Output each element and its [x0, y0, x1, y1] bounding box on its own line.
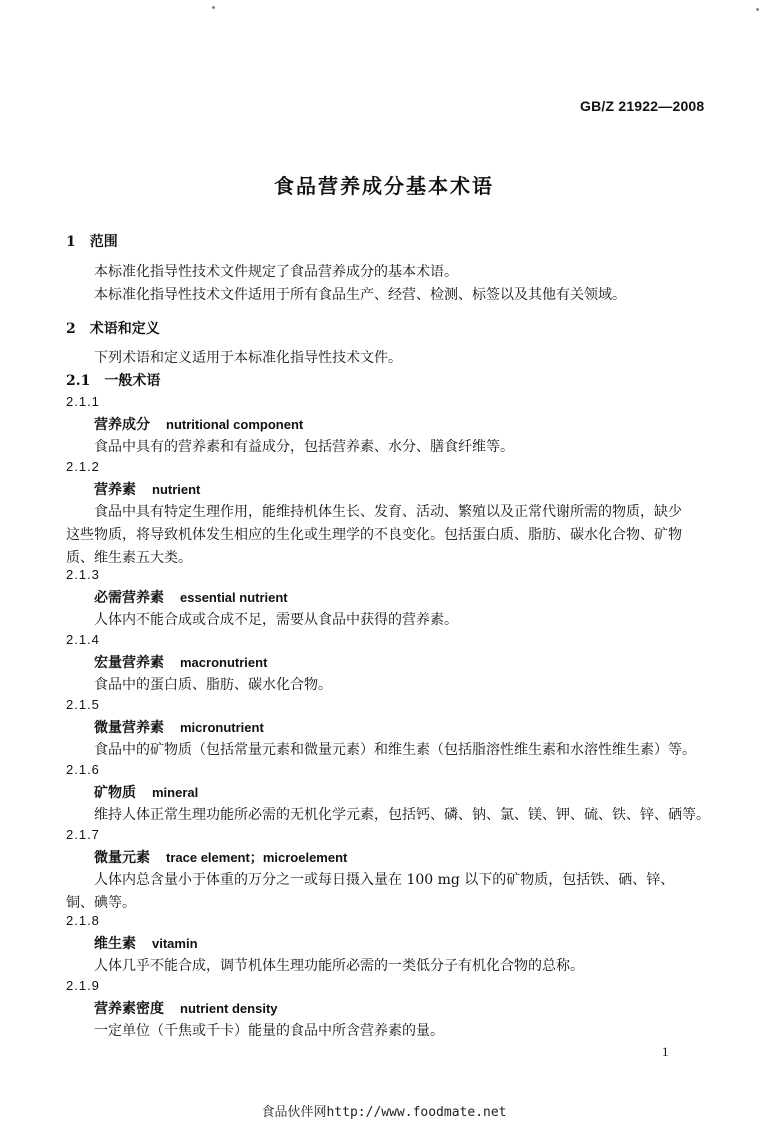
term-english: essential nutrient: [180, 590, 288, 605]
term-chinese: 营养素密度: [94, 1001, 164, 1017]
scope-paragraph-1: 本标准化指导性技术文件规定了食品营养成分的基本术语。: [94, 264, 458, 280]
term-number: 2.1.7: [66, 827, 100, 842]
term-heading: [94, 652, 267, 672]
term-chinese: 宏量营养素: [94, 655, 164, 671]
term-number: 2.1.1: [66, 394, 100, 409]
section-heading-scope: 1 范围: [66, 234, 118, 250]
sub-heading-general: 2.1 一般术语: [66, 373, 161, 389]
term-chinese: 维生素: [94, 936, 136, 952]
term-number: 2.1.4: [66, 632, 100, 647]
term-chinese: 营养成分: [94, 417, 150, 433]
page-number: 1: [662, 1044, 669, 1059]
term-english: nutritional component: [166, 417, 304, 432]
standard-number: GB/Z 21922—2008: [580, 98, 705, 114]
term-heading: [94, 414, 303, 434]
term-definition: 食品中具有的营养素和有益成分，包括营养素、水分、膳食纤维等。: [94, 439, 514, 455]
term-english: macronutrient: [180, 655, 268, 670]
term-chinese: 矿物质: [94, 785, 136, 801]
term-heading: [94, 587, 288, 607]
term-english: vitamin: [152, 936, 198, 951]
term-english: nutrient density: [180, 1001, 278, 1016]
term-number: 2.1.3: [66, 567, 100, 582]
term-chinese: 微量营养素: [94, 720, 164, 736]
document-title: 食品营养成分基本术语: [274, 174, 494, 198]
term-heading: [94, 782, 198, 802]
footer-watermark: 食品伙伴网http://www.foodmate.net: [261, 1105, 507, 1120]
term-heading: [94, 847, 347, 867]
term-number: 2.1.2: [66, 459, 100, 474]
term-heading: [94, 717, 264, 737]
term-english: micronutrient: [180, 720, 264, 735]
scan-speck: [756, 8, 759, 11]
term-chinese: 必需营养素: [94, 590, 164, 606]
term-number: 2.1.9: [66, 978, 100, 993]
section-heading-terms: 2 术语和定义: [66, 321, 160, 337]
terms-intro: 下列术语和定义适用于本标准化指导性技术文件。: [94, 350, 402, 366]
term-number: 2.1.8: [66, 913, 100, 928]
term-definition: 食品中具有特定生理作用，能维持机体生长、发育、活动、繁殖以及正常代谢所需的物质，缺少这些物质，将导致机体发生相应的生化或生理学的不良变化。包括蛋白质、脂肪、碳水化合物、矿物质、维生素五大类。: [66, 504, 682, 566]
term-heading: [94, 479, 200, 499]
term-heading: [94, 933, 198, 953]
term-definition: 人体内不能合成或合成不足，需要从食品中获得的营养素。: [94, 612, 458, 628]
term-definition: 一定单位（千焦或千卡）能量的食品中所含营养素的量。: [94, 1023, 444, 1039]
term-definition: 人体几乎不能合成，调节机体生理功能所必需的一类低分子有机化合物的总称。: [94, 958, 584, 974]
term-definition: 食品中的矿物质（包括常量元素和微量元素）和维生素（包括脂溶性维生素和水溶性维生素）等。: [94, 742, 696, 758]
term-chinese: 营养素: [94, 482, 136, 498]
term-chinese: 微量元素: [94, 850, 150, 866]
term-definition: 人体内总含量小于体重的万分之一或每日摄入量在 100 mg 以下的矿物质，包括铁、硒、锌、铜、碘等。: [66, 872, 675, 911]
term-english: trace element；microelement: [166, 850, 348, 865]
term-number: 2.1.6: [66, 762, 100, 777]
scan-speck: [212, 6, 215, 9]
term-definition: 食品中的蛋白质、脂肪、碳水化合物。: [94, 677, 332, 693]
term-definition: 维持人体正常生理功能所必需的无机化学元素，包括钙、磷、钠、氯、镁、钾、硫、铁、锌、硒等。: [94, 807, 710, 823]
term-number: 2.1.5: [66, 697, 100, 712]
term-heading: [94, 998, 278, 1018]
term-english: nutrient: [152, 482, 201, 497]
scope-paragraph-2: 本标准化指导性技术文件适用于所有食品生产、经营、检测、标签以及其他有关领域。: [94, 287, 626, 303]
term-english: mineral: [152, 785, 199, 800]
